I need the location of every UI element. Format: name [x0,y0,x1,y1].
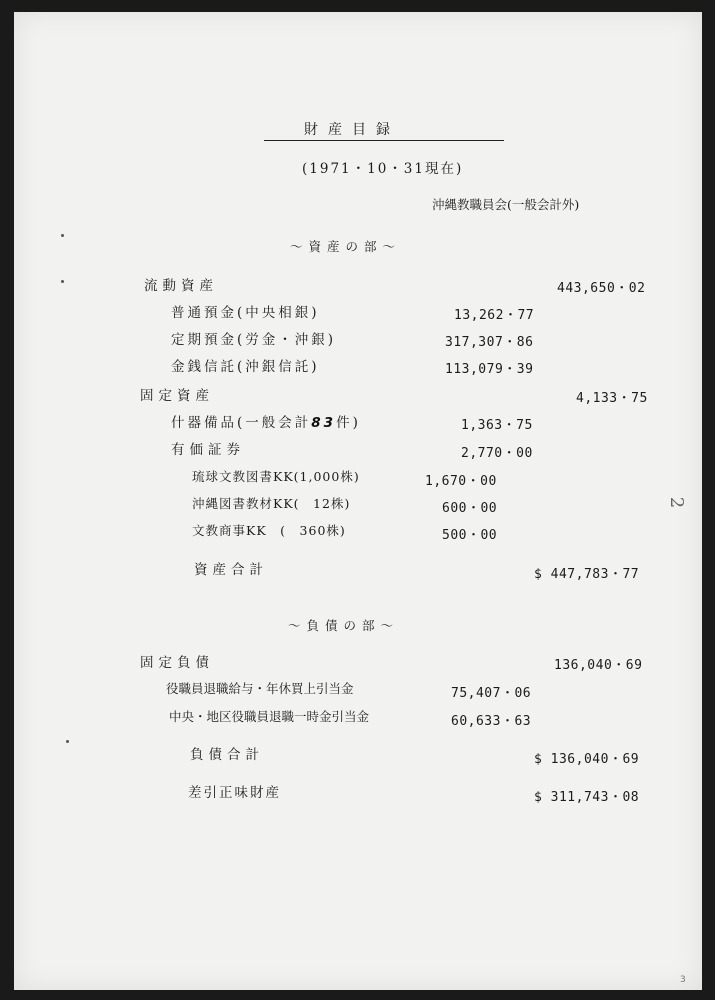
liabilities-total-value: $ 136,040・69 [534,752,640,767]
fixed-assets-label: 固定資産 [140,388,214,404]
document-page [14,12,702,990]
furniture-count: 83 [311,415,337,431]
organization-name: 沖縄教職員会(一般会計外) [432,197,580,212]
securities-value: 2,770・00 [461,446,533,461]
punch-dot [66,740,69,743]
assets-section-heading: 〜資産の部〜 [290,239,402,254]
fixed-assets-total: 4,133・75 [576,391,648,406]
punch-dot [61,280,64,283]
liability-item-label: 中央・地区役職員退職一時金引当金 [169,709,370,724]
net-assets-label: 差引正味財産 [188,785,281,801]
fixed-liabilities-label: 固定負債 [140,655,214,671]
stock-item-value: 500・00 [442,528,498,543]
current-assets-total: 443,650・02 [557,281,646,296]
stock-item-value: 1,670・00 [425,474,497,489]
document-title: 財産目録 [304,122,400,138]
asset-item-value: 113,079・39 [445,362,534,377]
title-underline [264,140,504,141]
page-number-mark: 2 [666,496,688,509]
liability-item-value: 60,633・63 [451,714,532,729]
net-assets-value: $ 311,743・08 [534,790,640,805]
stock-item-label: 沖縄図書教材KK( 12株) [192,496,351,511]
liabilities-section-heading: 〜負債の部〜 [288,618,400,633]
furniture-label [171,411,361,431]
assets-total-label: 資産合計 [194,562,268,578]
as-of-date: (1971・10・31現在) [302,161,464,177]
securities-label: 有価証券 [171,442,245,458]
stock-item-label: 琉球文教図書KK(1,000株) [192,469,360,484]
liability-item-value: 75,407・06 [451,686,532,701]
liabilities-total-label: 負債合計 [190,747,264,763]
fixed-liabilities-total: 136,040・69 [554,658,643,673]
furniture-value: 1,363・75 [461,418,533,433]
assets-total-value: $ 447,783・77 [534,567,640,582]
stock-item-value: 600・00 [442,501,498,516]
asset-item-value: 317,307・86 [445,335,534,350]
current-assets-label: 流動資産 [144,278,218,294]
asset-item-value: 13,262・77 [454,308,535,323]
punch-dot [61,234,64,237]
furniture-label-suffix: 件) [336,415,361,431]
furniture-label-text: 什器備品(一般会計 [171,415,312,431]
asset-item-label: 普通預金(中央相銀) [171,305,320,321]
asset-item-label: 金銭信託(沖銀信託) [171,359,320,375]
liability-item-label: 役職員退職給与・年休買上引当金 [166,681,354,696]
asset-item-label: 定期預金(労金・沖銀) [171,332,337,348]
corner-mark: 3 [680,975,686,985]
stock-item-label: 文教商事KK ( 360株) [192,523,346,538]
